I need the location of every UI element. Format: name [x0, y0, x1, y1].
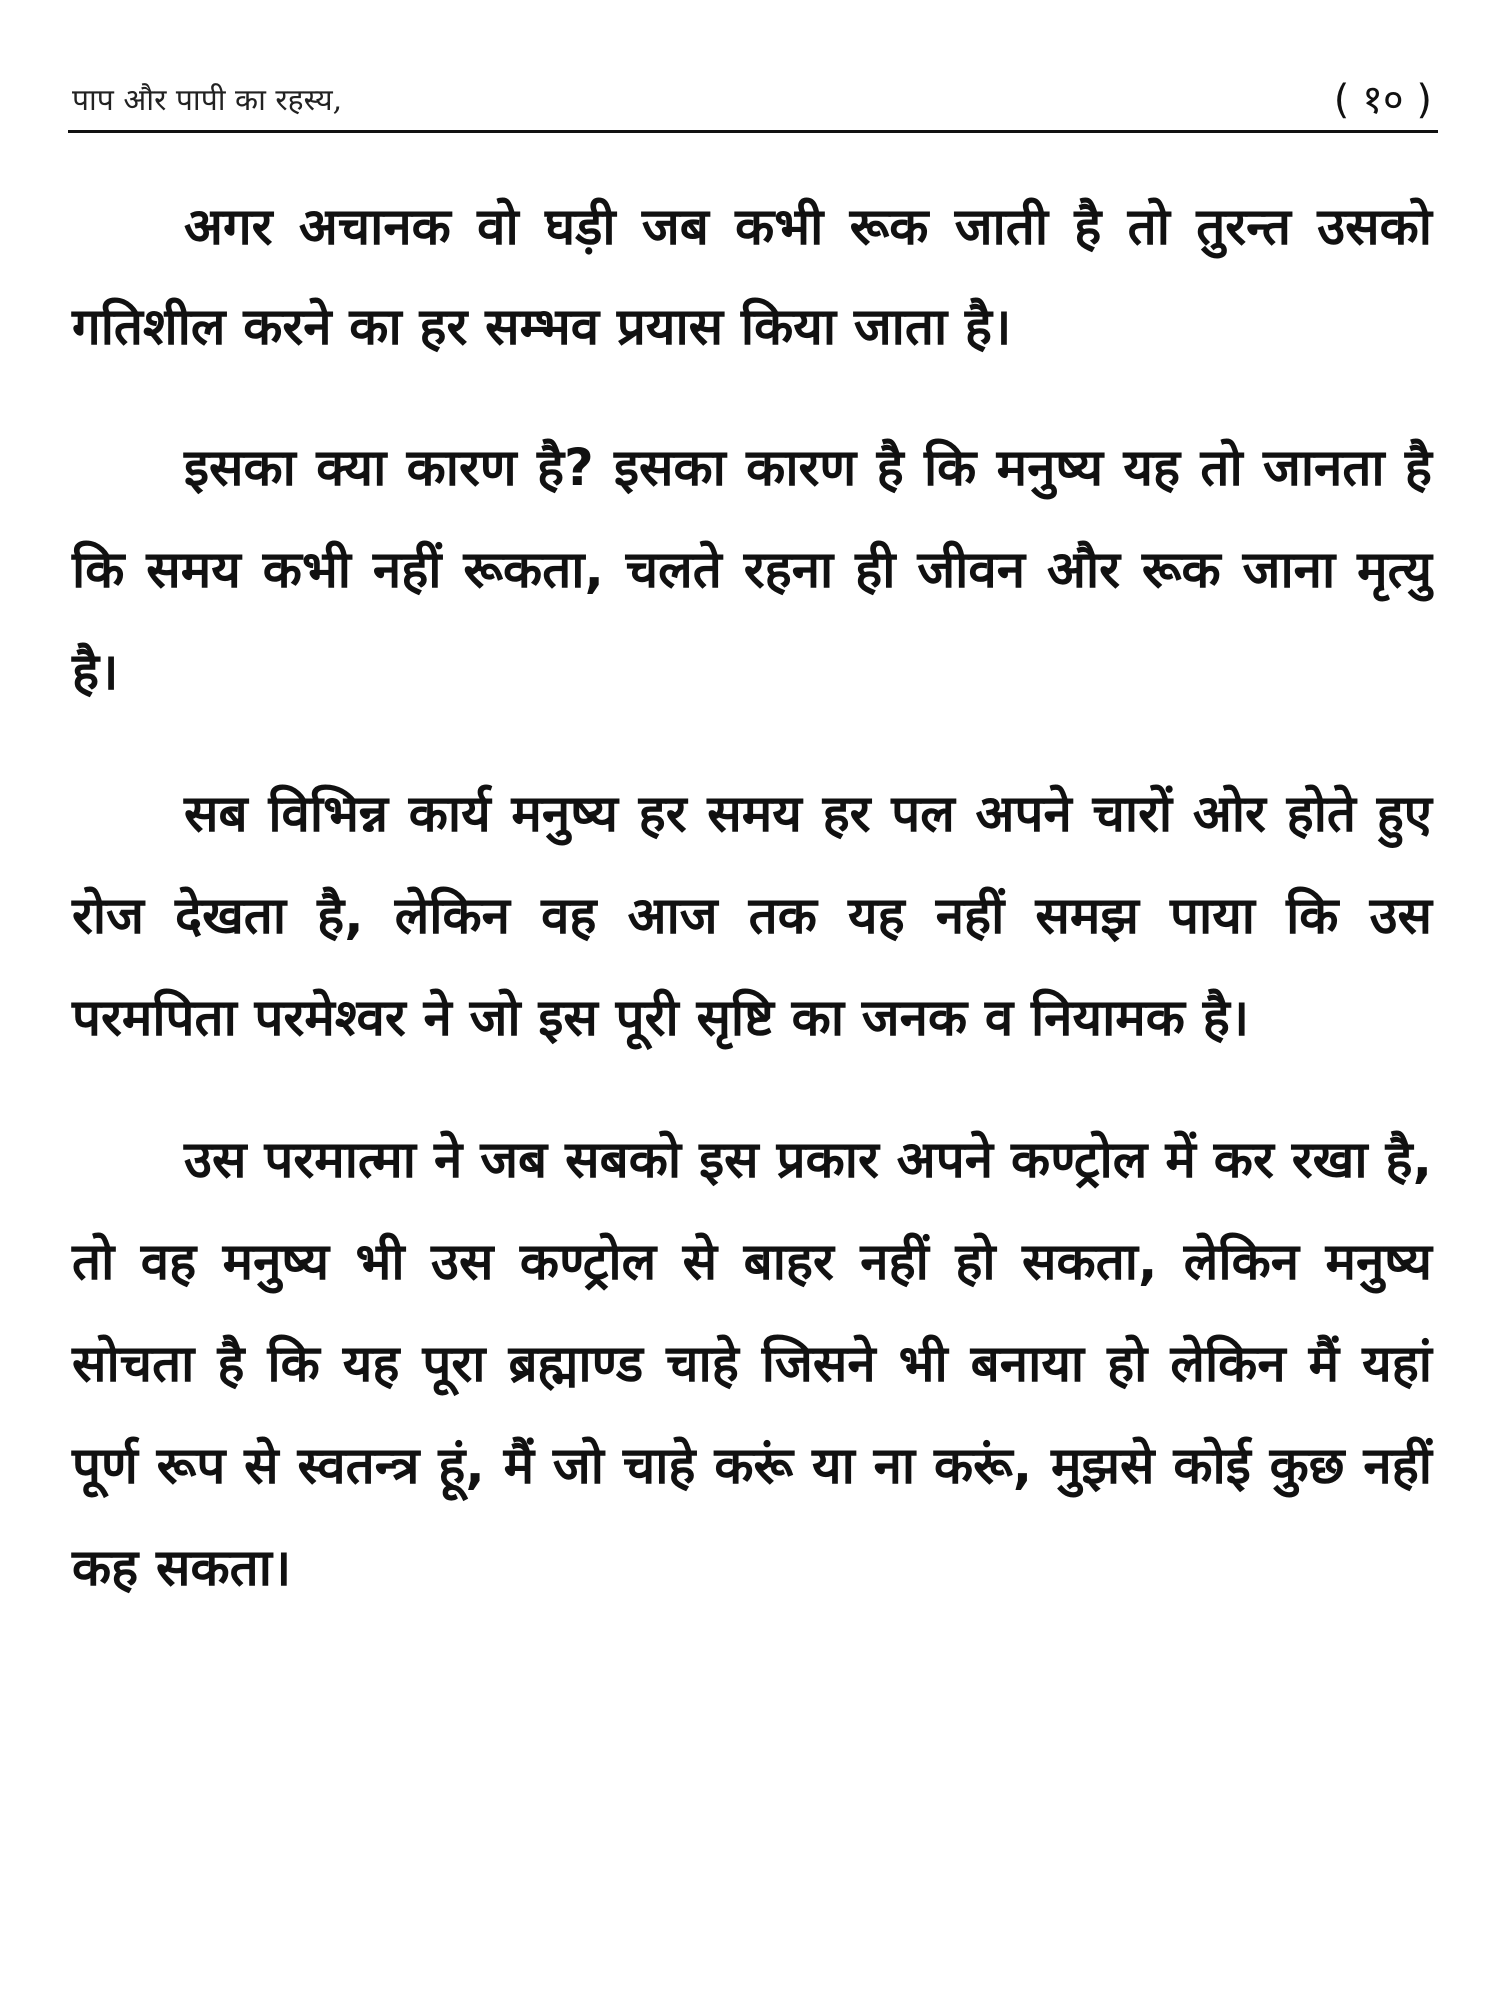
paragraph-1: अगर अचानक वो घड़ी जब कभी रूक जाती है तो तुरन्त उसको गतिशील करने का हर सम्भव प्रयास किया जाता है। — [72, 198, 1432, 357]
header-rule — [68, 130, 1438, 133]
page-header — [72, 70, 1432, 126]
page-number: ( १० ) — [1333, 77, 1432, 123]
paragraph-4: उस परमात्मा ने जब सबको इस प्रकार अपने कण्ट्रोल में कर रखा है, तो वह मनुष्य भी उस कण्ट्रोल से बाहर नहीं हो सकता, लेकिन मनुष्य सोचता है कि यह पूरा ब्रह्माण्ड चाहे जिसने भी बनाया हो लेकिन मैं यहां पूर्ण रूप से स्वतन्त्र हूं, मैं जो चाहे करूं या ना करूं, मुझसे कोई कुछ नहीं कह सकता। — [72, 1131, 1432, 1598]
page-body — [72, 178, 1432, 1660]
paragraph-3: सब विभिन्न कार्य मनुष्य हर समय हर पल अपने चारों ओर होते हुए रोज देखता है, लेकिन वह आज तक यह नहीं समझ पाया कि उस परमपिता परमेश्वर ने जो इस पूरी सृष्टि का जनक व नियामक है। — [72, 785, 1432, 1048]
paragraph-2: इसका क्या कारण है? इसका कारण है कि मनुष्य यह तो जानता है कि समय कभी नहीं रूकता, चलते रहना ही जीवन और रूक जाना मृत्यु है। — [72, 439, 1432, 702]
running-head: पाप और पापी का रहस्य, — [72, 83, 343, 118]
